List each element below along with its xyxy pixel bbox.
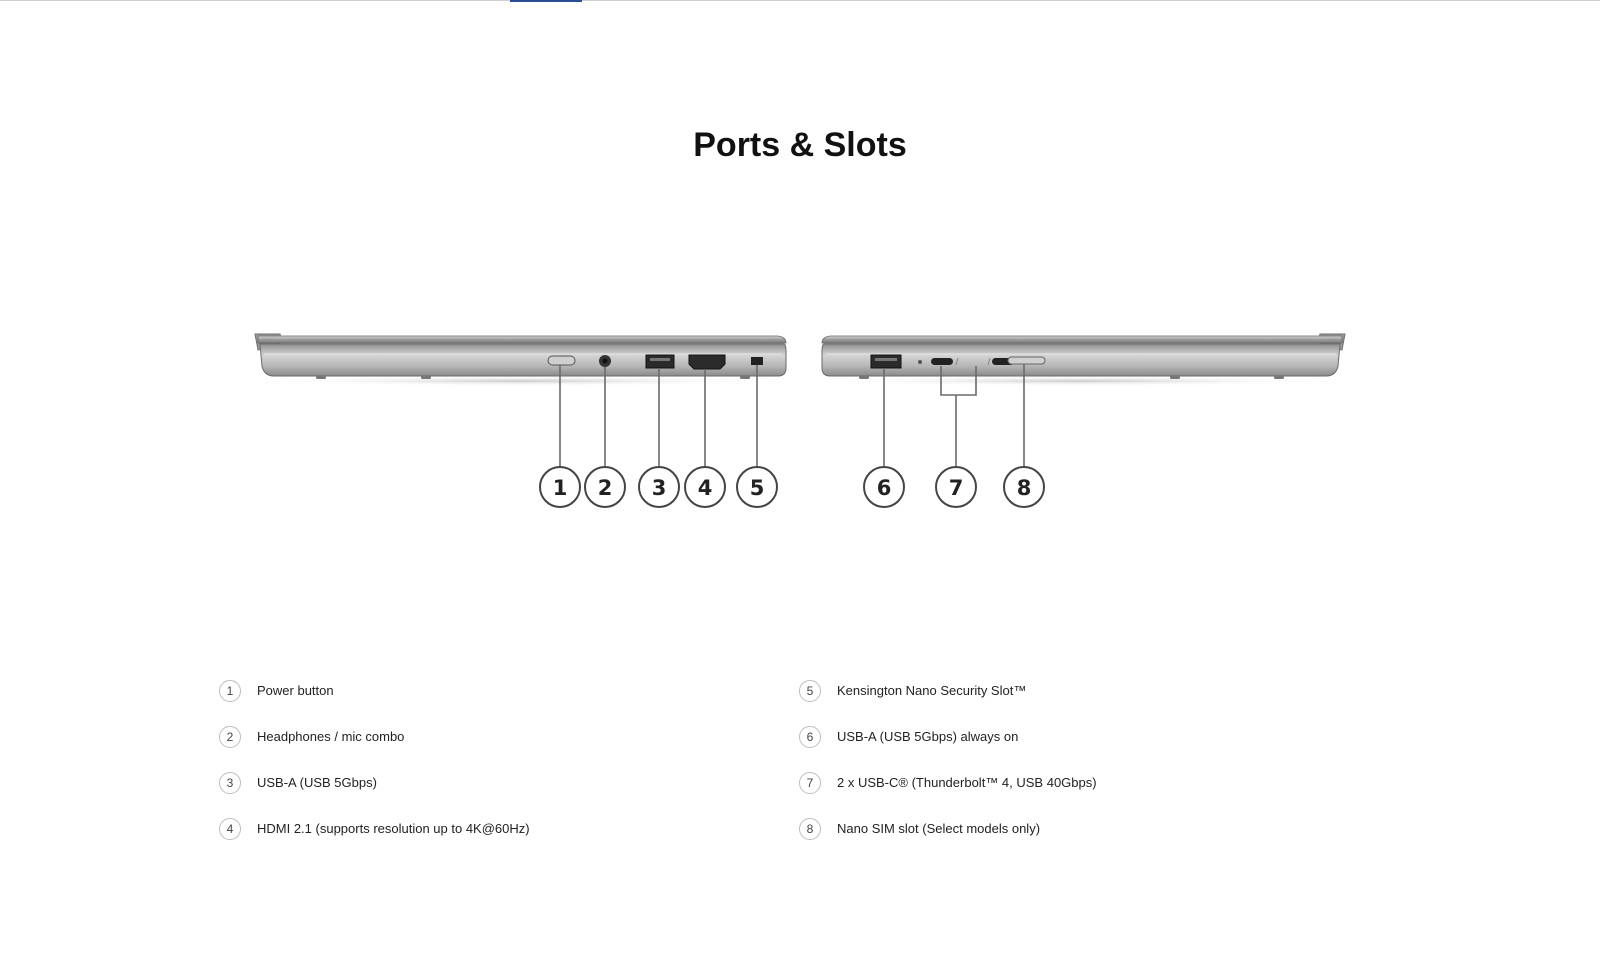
legend-label: Power button [257,683,334,698]
legend-column-right [799,684,1359,868]
callout-number: 4 [697,476,713,500]
legend-number-badge: 4 [219,818,241,840]
callout-badge [737,467,777,507]
callout-badge [936,467,976,507]
legend-item [219,776,779,822]
legend-number-badge: 5 [799,680,821,702]
legend-item [799,730,1359,776]
legend-number-badge: 2 [219,726,241,748]
callout-number: 5 [749,476,765,500]
legend-label: USB-A (USB 5Gbps) always on [837,729,1019,744]
callout-number: 7 [948,476,964,500]
callout-number: 2 [597,476,613,500]
callout-badge [685,467,725,507]
legend-number-badge: 7 [799,772,821,794]
callout-number: 3 [651,476,667,500]
hdmi-port [689,355,725,369]
legend-label: USB-A (USB 5Gbps) [257,775,377,790]
legend-item [799,822,1359,868]
legend-number-badge: 8 [799,818,821,840]
callout-badges [540,467,1044,507]
usb-a-port-left [646,355,674,368]
legend-label: 2 x USB-C® (Thunderbolt™ 4, USB 40Gbps) [837,775,1097,790]
usb-c-port-1 [931,358,953,365]
legend-item [219,730,779,776]
legend-item [799,776,1359,822]
callout-badge [540,467,580,507]
legend-label: HDMI 2.1 (supports resolution up to 4K@60Hz) [257,821,530,836]
legend-item [219,822,779,868]
callout-badge [1004,467,1044,507]
legend-item [219,684,779,730]
legend-label: Kensington Nano Security Slot™ [837,683,1027,698]
legend-label: Nano SIM slot (Select models only) [837,821,1041,836]
callout-badge [639,467,679,507]
legend-label: Headphones / mic combo [257,729,405,744]
callout-number: 6 [876,476,892,500]
power-button-port [548,356,575,365]
usb-a-port-right [871,355,901,368]
legend-column-left [219,684,779,868]
laptop-left-side [250,334,790,386]
callout-badge [864,467,904,507]
nano-sim-slot [1008,357,1045,364]
callout-number: 1 [552,476,568,500]
legend-number-badge: 6 [799,726,821,748]
page-title: Ports & Slots [693,126,907,164]
kensington-slot [751,357,763,365]
laptop-right-side [812,334,1352,386]
callout-badge [585,467,625,507]
legend-item [799,684,1359,730]
legend-number-badge: 1 [219,680,241,702]
legend-number-badge: 3 [219,772,241,794]
callout-number: 8 [1016,476,1032,500]
ports-legend [219,684,1419,884]
